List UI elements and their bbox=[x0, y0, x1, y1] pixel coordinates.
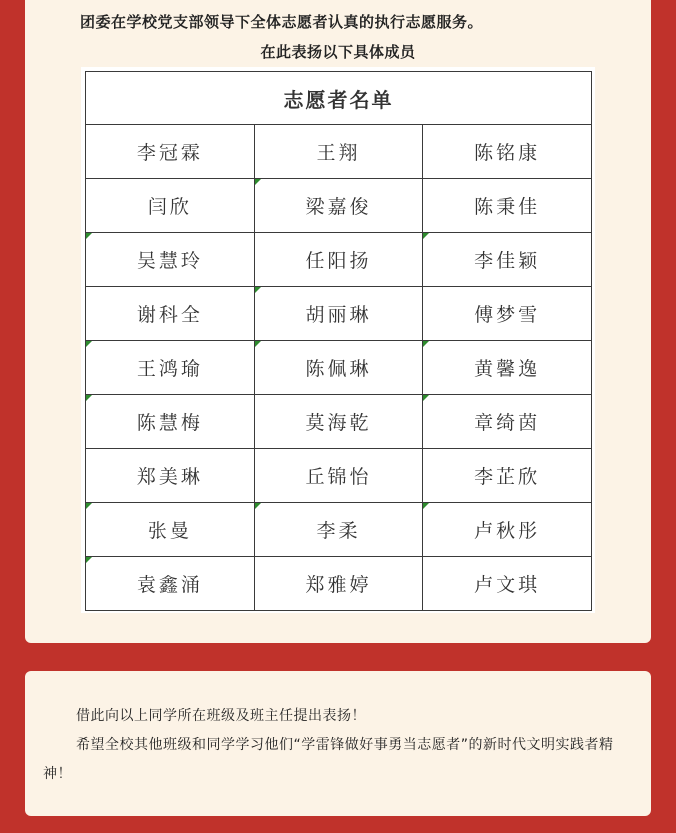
announcement-card bbox=[25, 0, 651, 643]
table-row bbox=[86, 125, 592, 179]
volunteer-name: 闫欣 bbox=[147, 196, 192, 218]
roster-cell bbox=[254, 449, 423, 503]
volunteer-name: 卢秋彤 bbox=[474, 520, 541, 542]
subtitle: 在此表扬以下具体成员 bbox=[260, 43, 416, 61]
volunteer-name: 陈佩琳 bbox=[305, 358, 372, 380]
cell-marker-icon bbox=[423, 503, 429, 509]
table-row bbox=[86, 179, 592, 233]
roster-cell bbox=[254, 287, 423, 341]
volunteer-name: 陈秉佳 bbox=[474, 196, 541, 218]
roster-cell bbox=[254, 125, 423, 179]
closing-line-2: 希望全校其他班级和同学学习他们“学雷锋做好事勇当志愿者”的新时代文明实践者精神！ bbox=[43, 737, 614, 782]
volunteer-name: 章绮茵 bbox=[474, 412, 541, 434]
volunteer-name: 王鸿瑜 bbox=[136, 358, 203, 380]
roster-cell bbox=[86, 287, 255, 341]
roster-cell bbox=[86, 557, 255, 611]
roster-cell bbox=[254, 233, 423, 287]
roster-cell bbox=[423, 503, 592, 557]
cell-marker-icon bbox=[423, 395, 429, 401]
volunteer-name: 莫海乾 bbox=[305, 412, 372, 434]
roster-cell bbox=[254, 395, 423, 449]
closing-text bbox=[43, 702, 635, 789]
roster-cell bbox=[254, 503, 423, 557]
roster-cell bbox=[254, 179, 423, 233]
table-row bbox=[86, 233, 592, 287]
cell-marker-icon bbox=[423, 233, 429, 239]
cell-marker-icon bbox=[86, 233, 92, 239]
closing-line-1: 借此向以上同学所在班级及班主任提出表扬！ bbox=[76, 708, 366, 724]
table-row bbox=[86, 503, 592, 557]
closing-card bbox=[25, 671, 651, 816]
table-header-row bbox=[86, 72, 592, 125]
cell-marker-icon bbox=[255, 179, 261, 185]
intro-text: 团委在学校党支部领导下全体志愿者认真的执行志愿服务。 bbox=[80, 13, 484, 31]
volunteer-name: 丘锦怡 bbox=[305, 466, 372, 488]
volunteer-name: 梁嘉俊 bbox=[305, 196, 372, 218]
cell-marker-icon bbox=[255, 287, 261, 293]
volunteer-name: 傅梦雪 bbox=[474, 304, 541, 326]
cell-marker-icon bbox=[423, 341, 429, 347]
roster-cell bbox=[86, 503, 255, 557]
volunteer-name: 黄馨逸 bbox=[474, 358, 541, 380]
roster-title: 志愿者名单 bbox=[86, 72, 592, 125]
volunteer-name: 谢科全 bbox=[136, 304, 203, 326]
volunteer-name: 李冠霖 bbox=[136, 142, 203, 164]
cell-marker-icon bbox=[86, 503, 92, 509]
cell-marker-icon bbox=[255, 341, 261, 347]
table-row bbox=[86, 395, 592, 449]
table-row bbox=[86, 341, 592, 395]
roster-cell bbox=[86, 179, 255, 233]
roster-cell bbox=[423, 233, 592, 287]
volunteer-name: 任阳扬 bbox=[305, 250, 372, 272]
table-row bbox=[86, 557, 592, 611]
roster-image bbox=[81, 67, 595, 613]
cell-marker-icon bbox=[86, 395, 92, 401]
roster-cell bbox=[423, 395, 592, 449]
volunteer-name: 郑美琳 bbox=[136, 466, 203, 488]
cell-marker-icon bbox=[255, 503, 261, 509]
roster-cell bbox=[423, 125, 592, 179]
roster-cell bbox=[423, 557, 592, 611]
roster-cell bbox=[86, 233, 255, 287]
table-row bbox=[86, 449, 592, 503]
roster-cell bbox=[254, 341, 423, 395]
volunteer-name: 李佳颖 bbox=[474, 250, 541, 272]
volunteer-name: 吴慧玲 bbox=[136, 250, 203, 272]
roster-cell bbox=[423, 449, 592, 503]
cell-marker-icon bbox=[86, 341, 92, 347]
volunteer-roster-table bbox=[85, 71, 592, 611]
roster-cell bbox=[86, 395, 255, 449]
roster-cell bbox=[86, 449, 255, 503]
volunteer-name: 胡丽琳 bbox=[305, 304, 372, 326]
roster-cell bbox=[86, 341, 255, 395]
volunteer-name: 陈慧梅 bbox=[136, 412, 203, 434]
volunteer-name: 郑雅婷 bbox=[305, 574, 372, 596]
volunteer-name: 陈铭康 bbox=[474, 142, 541, 164]
roster-cell bbox=[423, 287, 592, 341]
roster-cell bbox=[86, 125, 255, 179]
volunteer-name: 李柔 bbox=[316, 520, 361, 542]
volunteer-name: 王翔 bbox=[316, 142, 361, 164]
volunteer-name: 李芷欣 bbox=[474, 466, 541, 488]
volunteer-name: 袁鑫涌 bbox=[136, 574, 203, 596]
roster-cell bbox=[423, 179, 592, 233]
volunteer-name: 卢文琪 bbox=[474, 574, 541, 596]
roster-cell bbox=[254, 557, 423, 611]
cell-marker-icon bbox=[86, 557, 92, 563]
table-row bbox=[86, 287, 592, 341]
volunteer-name: 张曼 bbox=[147, 520, 192, 542]
roster-cell bbox=[423, 341, 592, 395]
